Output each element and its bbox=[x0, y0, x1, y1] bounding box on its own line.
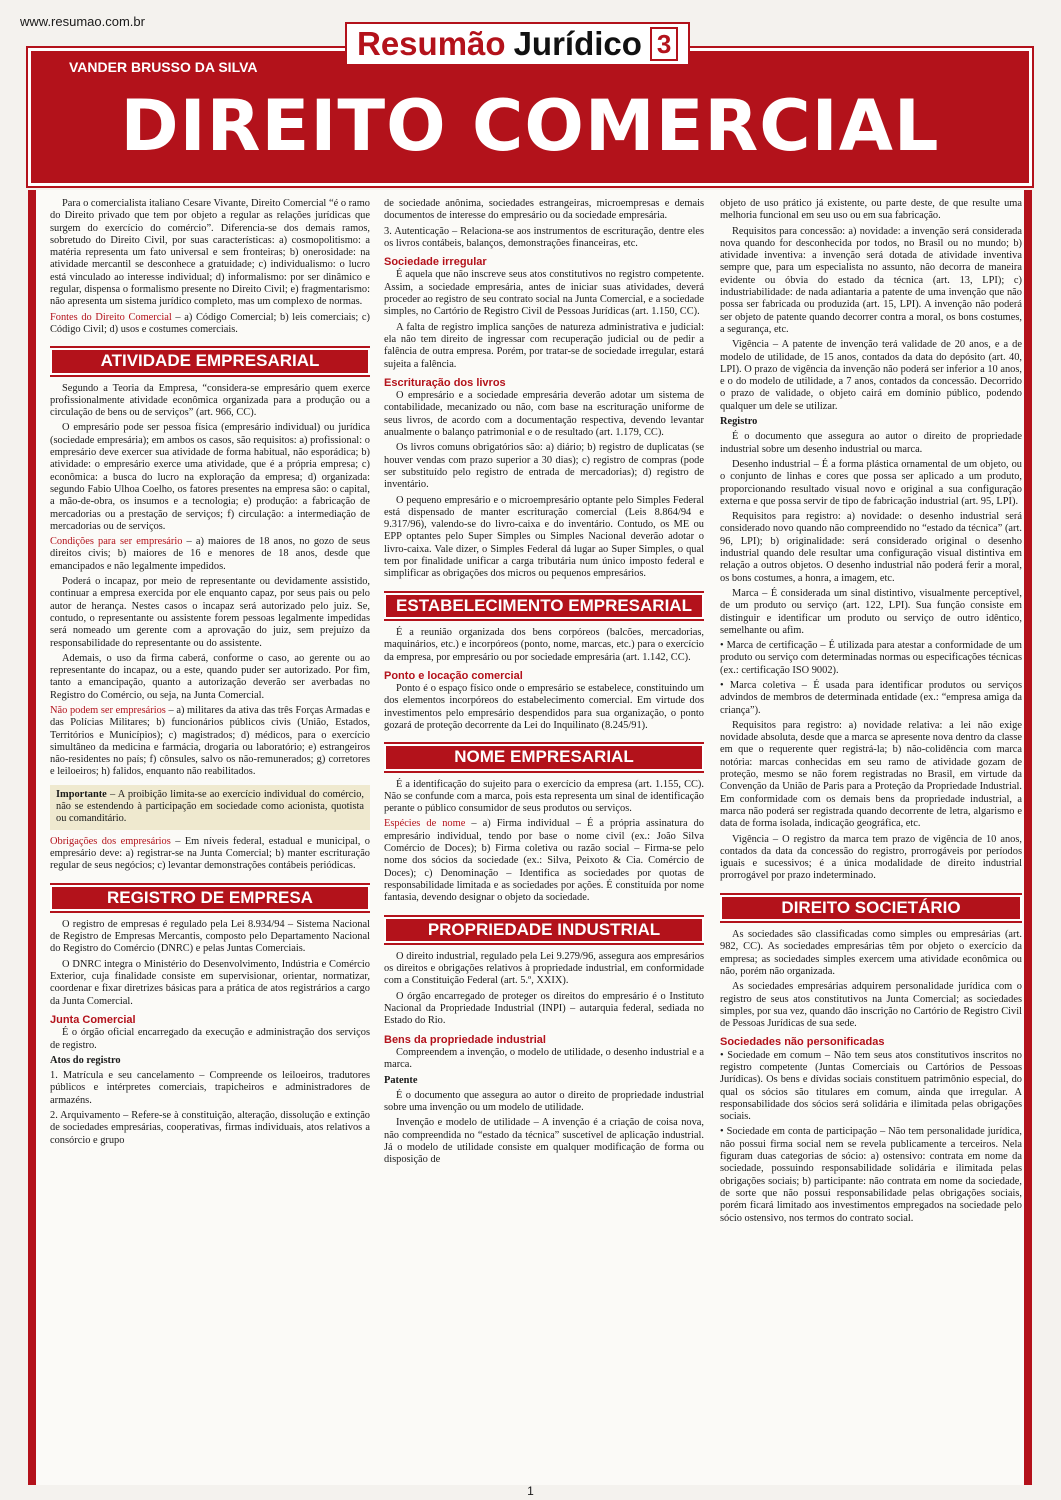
paragraph bbox=[50, 836, 370, 873]
paragraph: Os livros comuns obrigatórios são: a) diário; b) registro de duplicatas (se houver vendas com prazo superior a 30 dias); c) registro de compras (pode ser substituído pelo registro de entrada de mercadorias); d) registro de inventário. bbox=[384, 442, 704, 491]
paragraph: Ademais, o uso da firma caberá, conforme o caso, ao gerente ou ao representante do incapaz, ou a este, quando puder ser autorizado. Por fim, tanto a emancipação, quanto a autorização deverão ser averbadas no Registro do Comércio, ou seja, na Junta Comercial. bbox=[50, 652, 370, 701]
section-heading: NOME EMPRESARIAL bbox=[384, 744, 704, 770]
content-area bbox=[28, 190, 1032, 1485]
list-item: • Sociedade em conta de participação – Não tem personalidade jurídica, não possui firma social nem se revela publicamente a terceiros. Nela figuram duas categorias de sócio: a) ostensivo: contrata em nome da sociedade, possuindo responsabilidade solidária e ilimitada pelas obrigações sociais; b) participante: não contrata em nome da sociedade, de sorte que não possui responsabilidade pelas obrigações sociais, porém ficará limitado aos investimentos empregados na sociedade pelo sócio ostensivo, nos termos do contrato social. bbox=[720, 1126, 1022, 1224]
paragraph: Ponto é o espaço físico onde o empresário se estabelece, constituindo um dos elementos incorpóreos do estabelecimento comercial. Em virtude dos investimentos pelo empresário despendidos para sua organização, o ponto gozará de proteção decorrente da Lei do Inquilinato (8.245/91). bbox=[384, 683, 704, 731]
paragraph: É a reunião organizada dos bens corpóreos (balcões, mercadorias, maquinários, etc.) e incorpóreos (ponto, nome, marcas, etc.) para o exercício da empresa, por empresário ou por sociedade empresária (art. 1.142, CC). bbox=[384, 626, 704, 663]
list-item: 3. Autenticação – Relaciona-se aos instrumentos de escrituração, dentre eles os livros contábeis, balanços, demonstrações financeiras, etc. bbox=[384, 225, 704, 249]
paragraph: O registro de empresas é regulado pela Lei 8.934/94 – Sistema Nacional de Registro de Empresas Mercantis, composto pelo Departamento Nacional do Registro do Comércio (DNRC) e pelas Juntas Comerciais. bbox=[50, 918, 370, 955]
paragraph bbox=[384, 818, 704, 904]
subheading-bold: Atos do registro bbox=[50, 1054, 121, 1066]
paragraph: Requisitos para registro: a) novidade: o desenho industrial será considerado novo quando não compreendido no “estado da técnica” (art. 96, LPI); b) originalidade: será considerado original o desenho industrial quando dele resultar uma configuração visual distintiva em relação a outros objetos. O desenho industrial não poderá ferir a moral, os bons costumes, a honra, a imagem, etc. bbox=[720, 511, 1022, 584]
page-number: 1 bbox=[527, 1484, 534, 1498]
author-name: VANDER BRUSSO DA SILVA bbox=[69, 59, 258, 75]
paragraph: Desenho industrial – É a forma plástica ornamental de um objeto, ou o conjunto de linhas e cores que possa ser aplicado a um produto, proporcionando resultado visual novo e original a sua configuração externa e que possa servir de tipo de fabricação industrial (art. 95, LPI). bbox=[720, 458, 1022, 507]
paragraph: É o órgão oficial encarregado da execução e administração dos serviços de registro. bbox=[50, 1027, 370, 1051]
paragraph: O órgão encarregado de proteger os direitos do empresário é o Instituto Nacional da Propriedade Industrial (INPI) – autarquia federal, sediada no Estado do Rio. bbox=[384, 990, 704, 1027]
section-heading: DIREITO SOCIETÁRIO bbox=[720, 895, 1022, 921]
inline-text: – a) maiores de 18 anos, no gozo de seus direitos civis; b) maiores de 16 e menores de 18 anos, desde que emancipados e não legalmente impedidos. bbox=[50, 536, 370, 572]
subheading: Bens da propriedade industrial bbox=[384, 1033, 546, 1046]
paragraph: Vigência – O registro da marca tem prazo de vigência de 10 anos, contados da data da concessão do registro, prorrogáveis por períodos iguais e sucessivos; é a única modalidade de direito industrial prorrogável por prazo indeterminado. bbox=[720, 833, 1022, 882]
section-heading: REGISTRO DE EMPRESA bbox=[50, 885, 370, 911]
paragraph: Invenção e modelo de utilidade – A invenção é a criação de coisa nova, não compreendida no “estado da técnica” suscetível de aplicação industrial. Já o modelo de utilidade consiste em qualquer modificação de forma ou disposição de bbox=[384, 1117, 704, 1166]
paragraph bbox=[50, 536, 370, 573]
inline-label: Não podem ser empresários bbox=[50, 704, 166, 716]
paragraph: Compreendem a invenção, o modelo de utilidade, o desenho industrial e a marca. bbox=[384, 1046, 704, 1071]
title-banner bbox=[28, 48, 1032, 186]
page-title: DIREITO COMERCIAL bbox=[120, 85, 940, 167]
list-item: • Sociedade em comum – Não tem seus atos constitutivos inscritos no registro competente (Juntas Comerciais ou Cartórios de Pessoas Jurídicas). Os bens e dívidas sociais constituem patrimônio especial, do qual os sócios são titulares em comum, ainda que irregular. A responsabilidade dos sócios será solidária e ilimitada pelas obrigações sociais. bbox=[720, 1049, 1022, 1123]
list-item: • Marca coletiva – É usada para identificar produtos ou serviços advindos de membros de determinada entidade (ex.: “empresa amiga da criança”). bbox=[720, 679, 1022, 716]
paragraph: O direito industrial, regulado pela Lei 9.279/96, assegura aos empresários os direitos e obrigações relativos à propriedade industrial, em conformidade com a Constituição Federal (art. 5.º, XXIX). bbox=[384, 950, 704, 987]
paragraph: A falta de registro implica sanções de natureza administrativa e judicial: ela não tem direito de ingressar com recuperação judicial ou de pedir a falência de outra empresa. Porém, por tratar-se de sociedade irregular, estará sujeita a falência. bbox=[384, 321, 704, 370]
paragraph: As sociedades são classificadas como simples ou empresárias (art. 982, CC). As sociedades empresárias têm por objeto o exercício da empresa; as sociedades simples exercem uma atividade econômica ou não, porém não organizada. bbox=[720, 929, 1022, 977]
inline-text: – a) Firma individual – É a própria assinatura do empresário individual, tendo por base o nome civil (ex.: João Silva Comércio de Doces); b) Firma coletiva ou razão social – Firma-se pelo nome dos sócios da sociedade (ex.: Silva, Peixoto & Cia. Comércio de Doces); c) Denominação – Identifica as sociedades por quotas de responsabilidade limitada e as sociedades por ações. É constituída por nome fantasia, devendo designar o objeto da sociedade. bbox=[384, 818, 704, 904]
paragraph bbox=[50, 312, 370, 337]
brand-word-1: Resumão bbox=[357, 25, 506, 62]
paragraph: As sociedades empresárias adquirem personalidade jurídica com o registro de seus atos constitutivos na Junta Comercial; as sociedades simples, por sua vez, quando dão inscrição no Cartório de Registro Civil de Pessoas Jurídicas de sua sede. bbox=[720, 981, 1022, 1030]
subheading: Junta Comercial bbox=[50, 1013, 136, 1026]
inline-label: Condições para ser empresário bbox=[50, 536, 183, 548]
paragraph: O DNRC integra o Ministério do Desenvolvimento, Indústria e Comércio Exterior, cuja finalidade consiste em supervisionar, orientar, normatizar, coordenar e fixar diretrizes básicas para a prática de atos registrários a cargo da Junta Comercial. bbox=[50, 958, 370, 1007]
list-item: • Marca de certificação – É utilizada para atestar a conformidade de um produto ou serviço com determinadas normas ou especificações técnicas (ex.: certificação ISO 9002). bbox=[720, 640, 1022, 676]
paragraph: objeto de uso prático já existente, ou parte deste, de que resulte uma melhoria funcional em seu uso ou em sua fabricação. bbox=[720, 198, 1022, 222]
important-box bbox=[50, 785, 370, 830]
column-2 bbox=[384, 198, 704, 1478]
inline-text: – a) militares da ativa das três Forças Armadas e das Polícias Militares; b) funcionários públicos civis (União, Estados, Territórios e Municípios); c) magistrados; d) médicos, para o exercício simultâneo da medicina e farmácia, drogaria ou laboratório; e) estrangeiros não-residentes no país; f) cônsules, salvo os não-remunerados; g) corretores e leiloeiros; h) falidos, enquanto não reabilitados. bbox=[50, 704, 370, 778]
subheading: Sociedades não personificadas bbox=[720, 1036, 885, 1049]
inline-label: Obrigações dos empresários bbox=[50, 835, 171, 847]
subheading-bold: Patente bbox=[384, 1074, 418, 1086]
paragraph: É o documento que assegura ao autor o direito de propriedade industrial sobre uma invenção ou um modelo de utilidade. bbox=[384, 1089, 704, 1114]
brand-logo bbox=[345, 22, 690, 66]
paragraph: Vigência – A patente de invenção terá validade de 20 anos, e a de modelo de utilidade, de 15 anos, contados da data do depósito (art. 40, LPI). O prazo de vigência da invenção não poderá ser inferior a 10 anos, e o do modelo de utilidade, a 7 anos, contados da concessão. Decorrido o prazo de validade, o objeto cairá em domínio público, podendo qualquer um dele se utilizar. bbox=[720, 339, 1022, 412]
inline-label: Importante bbox=[56, 788, 107, 800]
list-item: 1. Matrícula e seu cancelamento – Compreende os leiloeiros, tradutores públicos e intérpretes comerciais, trapicheiros e administradores de armazéns. bbox=[50, 1070, 370, 1106]
paragraph: Marca – É considerada um sinal distintivo, visualmente perceptível, de um produto ou serviço (art. 122, LPI). Sua função consiste em distinguir e identificar um produto ou serviço de outro idêntico, semelhante ou afim. bbox=[720, 587, 1022, 636]
paragraph bbox=[50, 705, 370, 779]
section-heading: PROPRIEDADE INDUSTRIAL bbox=[384, 917, 704, 943]
paragraph: O empresário e a sociedade empresária deverão adotar um sistema de contabilidade, mecanizado ou não, com base na escrituração uniforme de seus livros, de acordo com a documentação respectiva, devendo levantar anualmente o balanço patrimonial e o de resultado (art. 1.179, CC). bbox=[384, 390, 704, 439]
brand-word-2: Jurídico bbox=[513, 25, 642, 62]
paragraph: Requisitos para registro: a) novidade relativa: a lei não exige novidade absoluta, desde que a marca se apresente nova dentro da classe em que o requerente quer registrá-la; b) não-colidência com marca notória: marcas conhecidas em seu ramo de atividade gozam de proteção, mesmo se não forem registradas no Brasil, em virtude da Convenção da União de Paris para a Proteção da Propriedade Industrial. Em conformidade com os demais bens da propriedade industrial, a marca não poderá ser registrada quando decorrente de letra, algarismo e data de forma isolada, indicação geográfica, etc. bbox=[720, 719, 1022, 830]
inline-label: Fontes do Direito Comercial bbox=[50, 311, 172, 323]
paragraph: Requisitos para concessão: a) novidade: a invenção será considerada nova quando for desconhecida por todos, no Brasil ou no mundo; b) atividade inventiva: a invenção será dotada de atividade inventiva sempre que, para um especialista no assunto, não decorra de maneira evidente ou óbvia do estado da técnica (art. 13, LPI); c) industriabilidade: de nada adiantaria a patente de uma invenção que não possa ser fabricada ou produzida (art. 15, LPI). A invenção não poderá ser objeto de patente quando decorrer contra a moral, os bons costumes, a segurança, etc. bbox=[720, 225, 1022, 335]
paragraph: O empresário pode ser pessoa física (empresário individual) ou jurídica (sociedade empresária); em ambos os casos, são requisitos: a) profissional: o empresário deve exercer sua atividade de forma habitual, não esporádica; b) atividade: o empresário exerce uma atividade, que é a própria empresa; c) econômica: a busca do lucro na exploração da empresa; d) organizada: segundo Fabio Ulhoa Coelho, os fatores presentes na empresa são: o capital, a mão-de-obra, os insumos e a tecnologia; e) produção: a fabricação de mercadorias ou a prestação de serviços; f) circulação: a intermediação de mercadorias ou de serviços. bbox=[50, 422, 370, 532]
brand-number: 3 bbox=[650, 27, 678, 61]
inline-text: – A proibição limita-se ao exercício individual do comércio, não se estendendo à participação em sociedade como acionista, quotista ou comanditário. bbox=[56, 788, 364, 825]
paragraph: Para o comercialista italiano Cesare Vivante, Direito Comercial “é o ramo do Direito privado que tem por objeto a regular as relações jurídicas que surgem do exercício do comércio”. Diferencia-se dos demais ramos, sobretudo do Direito Civil, por suas características: a) cosmopolitismo: a matéria representa um fato universal e sem fronteiras; b) onerosidade: na atividade mercantil se desconhece a gratuidade; c) individualismo: o lucro está vinculado ao interesse individual; d) informalismo: por ser dinâmico e regular, dispensa o formalismo presente no Direito Civil; e) fragmentarismo: não apresenta um sistema jurídico completo, mas um complexo de normas. bbox=[50, 198, 370, 308]
list-item: 2. Arquivamento – Refere-se à constituição, alteração, dissolução e extinção de sociedades empresárias, cooperativas, firmas individuais, atos relativos a consórcio e grupo bbox=[50, 1110, 370, 1146]
inline-label: Espécies de nome bbox=[384, 818, 466, 830]
inline-text: – Em níveis federal, estadual e municipal, o empresário deve: a) registrar-se na Junta Comercial; b) manter escrituração regular de seus negócios; c) levantar demonstrações contábeis periódicas. bbox=[50, 835, 370, 872]
paragraph: Segundo a Teoria da Empresa, “considera-se empresário quem exerce profissionalmente atividade econômica organizada para a produção ou a circulação de bens ou de serviços” (art. 966, CC). bbox=[50, 382, 370, 419]
column-3 bbox=[720, 198, 1022, 1478]
paragraph: O pequeno empresário e o microempresário optante pelo Simples Federal está dispensado de manter escrituração comercial (Leis 8.864/94 e 9.317/96), valendo-se do livro-caixa e do inventário. Contudo, os ME ou EPP optantes pelo Super Simples ou Simples Nacional deverão adotar o livro-caixa. Vale dizer, o Simples Federal dá lugar ao Super Simples, o qual tem por finalidade unificar a carga tributária num único imposto federal e simplificar as obrigações dos micros ou pequenos empresários. bbox=[384, 494, 704, 580]
subheading-bold: Registro bbox=[720, 416, 758, 428]
subheading: Ponto e locação comercial bbox=[384, 669, 523, 682]
paragraph: de sociedade anônima, sociedades estrangeiras, microempresas e demais documentos de interesse do empresário ou da sociedade empresária. bbox=[384, 198, 704, 222]
site-url: www.resumao.com.br bbox=[20, 14, 145, 29]
section-heading: ATIVIDADE EMPRESARIAL bbox=[50, 348, 370, 374]
paragraph: É o documento que assegura ao autor o direito de propriedade industrial sobre um desenho industrial ou marca. bbox=[720, 431, 1022, 455]
column-1 bbox=[50, 198, 370, 1478]
subheading: Sociedade irregular bbox=[384, 256, 487, 269]
inline-text: – a) Código Comercial; b) leis comerciais; c) Código Civil; d) usos e costumes comerciais. bbox=[50, 311, 370, 335]
paragraph: É a identificação do sujeito para o exercício da empresa (art. 1.155, CC). Não se confunde com a marca, pois esta representa um sinal de identificação perante o público consumidor de seus produtos ou serviços. bbox=[384, 778, 704, 815]
section-heading: ESTABELECIMENTO EMPRESARIAL bbox=[384, 593, 704, 619]
paragraph: É aquela que não inscreve seus atos constitutivos no registro competente. Assim, a sociedade empresária, antes de iniciar suas atividades, deverá proceder ao registro de seu contrato social na Junta Comercial, e a sociedade simples, no Cartório de Registro Civil de Pessoas Jurídicas (art. 1.150, CC). bbox=[384, 269, 704, 318]
subheading: Escrituração dos livros bbox=[384, 376, 506, 389]
paragraph: Poderá o incapaz, por meio de representante ou devidamente assistido, continuar a empresa exercida por ele enquanto capaz, por seus pais ou pelo autor de herança. Nestes casos o incapaz será autorizado pelo juiz. Se, contudo, o representante ou assistente forem pessoas legalmente impedidas será nomeado um gerente com a aprovação do juiz, sem prejuízo da responsabilidade do representante ou do assistente. bbox=[50, 576, 370, 649]
